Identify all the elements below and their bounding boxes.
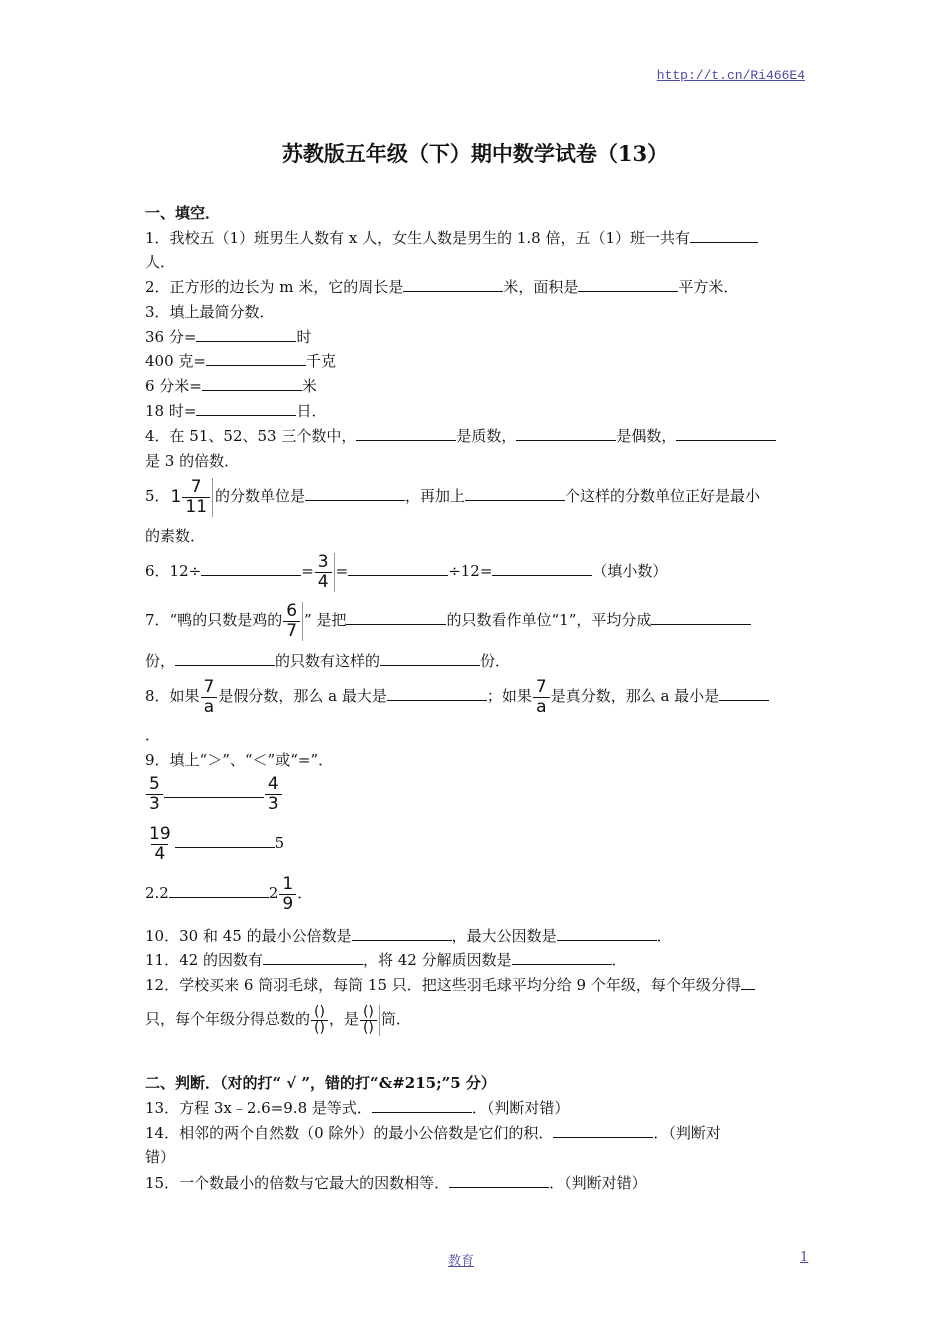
- answer-blank[interactable]: [201, 560, 301, 576]
- answer-blank[interactable]: [372, 1097, 472, 1113]
- answer-blank[interactable]: [206, 350, 306, 366]
- page-number: 1: [800, 1250, 809, 1265]
- answer-blank[interactable]: [465, 485, 565, 501]
- question-9-row: 2.2 2 $\frac{1}{9}$ ．: [145, 873, 313, 914]
- question-5-cont: 的素数．: [145, 527, 206, 545]
- fraction-placeholder[interactable]: $\frac{()}{()}$: [311, 1005, 328, 1036]
- answer-blank[interactable]: [578, 276, 678, 292]
- answer-blank[interactable]: [196, 400, 296, 416]
- fraction: $\frac{7}{a}$: [201, 678, 218, 717]
- fraction: $\frac{6}{7}$: [283, 602, 303, 641]
- fraction: $\frac{4}{3}$: [265, 775, 282, 814]
- answer-blank[interactable]: [651, 609, 751, 625]
- question-3-item: 18 时= 日．: [145, 402, 327, 420]
- answer-blank[interactable]: [553, 1122, 653, 1138]
- fraction: $\frac{7}{a}$: [533, 678, 550, 717]
- footer-link[interactable]: 教育: [448, 1254, 475, 1269]
- answer-blank[interactable]: [263, 949, 363, 965]
- question-6: 6．12÷ = $\frac{3}{4}$ = ÷12= （填小数）: [145, 551, 668, 592]
- answer-blank[interactable]: [741, 974, 755, 990]
- answer-blank[interactable]: [676, 425, 776, 441]
- question-10: 10．30 和 45 的最小公倍数是 ，最大公因数是 ．: [145, 927, 672, 945]
- question-14-cont: 错）: [145, 1148, 176, 1166]
- fraction-placeholder[interactable]: $\frac{()}{()}$: [360, 1005, 380, 1036]
- answer-blank[interactable]: [690, 227, 758, 243]
- answer-blank[interactable]: [196, 326, 296, 342]
- answer-blank[interactable]: [346, 609, 446, 625]
- header-url-link[interactable]: http://t.cn/Ri466E4: [656, 68, 805, 83]
- question-9: 9．填上“＞”、“＜”或“=”．: [145, 751, 334, 769]
- fraction: $\frac{5}{3}$: [146, 775, 163, 814]
- answer-blank[interactable]: [348, 560, 448, 576]
- question-1: 1．我校五（1）班男生人数有 x 人，女生人数是男生的 1.8 倍，五（1）班一共有: [145, 227, 810, 249]
- question-4-cont: 是 3 的倍数．: [145, 452, 240, 470]
- answer-blank[interactable]: [380, 650, 480, 666]
- question-14: 14．相邻的两个自然数（0 除外）的最小公倍数是它们的积． ．（判断对: [145, 1124, 721, 1142]
- question-1-cont: 人．: [145, 253, 176, 271]
- question-13: 13．方程 3x﹣2.6=9.8 是等式． ．（判断对错）: [145, 1099, 570, 1117]
- answer-blank[interactable]: [387, 685, 487, 701]
- question-15: 15．一个数最小的倍数与它最大的因数相等． ．（判断对错）: [145, 1174, 647, 1192]
- answer-blank[interactable]: [356, 425, 456, 441]
- answer-blank[interactable]: [449, 1172, 549, 1188]
- question-8-cont: ．: [145, 726, 161, 744]
- question-3: 3．填上最简分数．: [145, 303, 275, 321]
- answer-blank[interactable]: [512, 949, 612, 965]
- answer-blank[interactable]: [175, 832, 275, 848]
- question-8: 8．如果 $\frac{7}{a}$ 是假分数，那么 a 最大是 ；如果 $\frac{7}{a}$ 是真分数，那么 a 最小是: [145, 673, 810, 719]
- fraction: $\frac{3}{4}$: [315, 553, 335, 592]
- page-title: 苏教版五年级（下）期中数学试卷（13）: [281, 141, 669, 166]
- question-7: 7．“鸭的只数是鸡的 $\frac{6}{7}$ ” 是把 的只数看作单位“1”，平均分成: [145, 597, 810, 643]
- question-5: 5． 1 $\frac{7}{11}$ 的分数单位是 ，再加上 个这样的分数单位正好是最小: [145, 476, 761, 517]
- answer-blank[interactable]: [169, 882, 269, 898]
- answer-blank[interactable]: [403, 276, 503, 292]
- section1-heading: 一、填空．: [145, 204, 221, 222]
- question-2: 2．正方形的边长为 m 米，它的周长是 米，面积是 平方米．: [145, 278, 739, 296]
- question-4: 4．在 51、52、53 三个数中， 是质数， 是偶数，: [145, 425, 810, 447]
- question-3-item: 36 分= 时: [145, 328, 312, 346]
- answer-blank[interactable]: [305, 485, 405, 501]
- question-9-row: $\frac{19}{4}$ 5: [145, 820, 810, 866]
- section2-heading: 二、判断．（对的打“ √ ”，错的打“&#215;”5 分）: [145, 1074, 496, 1092]
- fraction: $\frac{1}{9}$: [279, 875, 296, 914]
- question-12-cont: 只，每个年级分得总数的 $\frac{()}{()}$ ，是 $\frac{()}{()}$ 筒．: [145, 1003, 411, 1036]
- fraction: $\frac{19}{4}$: [149, 823, 171, 864]
- answer-blank[interactable]: [164, 782, 264, 798]
- question-7-cont: 份， 的只数有这样的 份．: [145, 652, 511, 670]
- question-9-row: [145, 772, 810, 814]
- answer-blank[interactable]: [492, 560, 592, 576]
- question-3-item: 6 分米= 米: [145, 377, 317, 395]
- question-3-item: 400 克= 千克: [145, 352, 336, 370]
- answer-blank[interactable]: [352, 925, 452, 941]
- answer-blank[interactable]: [175, 650, 275, 666]
- mixed-fraction: 1 $\frac{7}{11}$: [171, 478, 214, 517]
- question-11: 11．42 的因数有 ，将 42 分解质因数是 ．: [145, 951, 627, 969]
- question-12: 12．学校买来 6 筒羽毛球，每筒 15 只．把这些羽毛球平均分给 9 个年级，每个年级分得: [145, 974, 810, 996]
- answer-blank[interactable]: [516, 425, 616, 441]
- answer-blank[interactable]: [719, 685, 769, 701]
- answer-blank[interactable]: [202, 375, 302, 391]
- answer-blank[interactable]: [557, 925, 657, 941]
